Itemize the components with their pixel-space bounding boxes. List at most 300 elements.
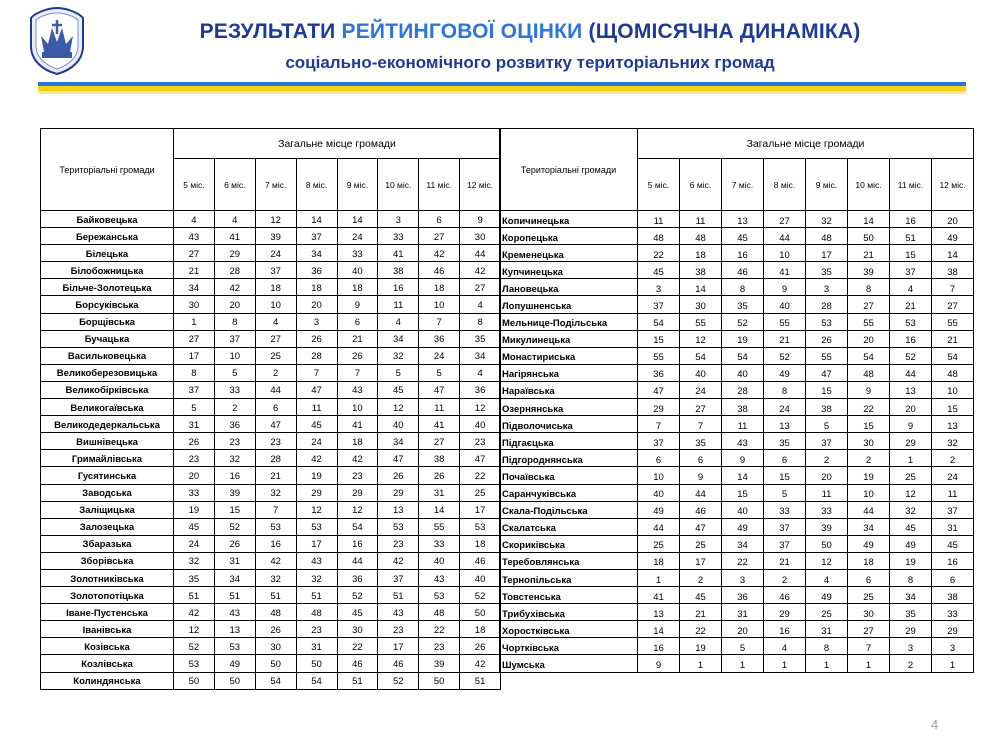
- rank-cell: 46: [460, 552, 501, 569]
- community-name: Вишнівецька: [41, 433, 174, 450]
- rank-cell: 54: [337, 518, 378, 535]
- rank-cell: 50: [174, 672, 215, 689]
- rank-cell: 32: [255, 569, 296, 586]
- rank-cell: 12: [337, 501, 378, 518]
- rank-cell: 8: [214, 313, 255, 330]
- rank-cell: 47: [296, 381, 337, 398]
- community-name: Козлівська: [41, 655, 174, 672]
- table-row: [500, 211, 974, 228]
- rank-cell: 16: [890, 330, 932, 347]
- rank-cell: 42: [174, 604, 215, 621]
- rank-cell: 41: [378, 245, 419, 262]
- rank-cell: 14: [722, 467, 764, 484]
- rank-cell: 27: [174, 330, 215, 347]
- rank-cell: 50: [255, 655, 296, 672]
- rank-cell: 38: [932, 262, 974, 279]
- rank-cell: 25: [638, 535, 680, 552]
- rank-cell: 26: [806, 330, 848, 347]
- rank-cell: 29: [890, 433, 932, 450]
- rank-cell: 54: [680, 347, 722, 364]
- rank-cell: 20: [214, 296, 255, 313]
- rank-cell: 35: [890, 604, 932, 621]
- rank-cell: 54: [255, 672, 296, 689]
- rank-cell: 4: [174, 211, 215, 228]
- rank-cell: 24: [255, 245, 296, 262]
- rank-cell: 34: [378, 433, 419, 450]
- rank-cell: 34: [174, 279, 215, 296]
- community-name: Трибухівська: [500, 604, 638, 621]
- rank-cell: 35: [174, 569, 215, 586]
- community-name: Кременецька: [500, 245, 638, 262]
- rank-cell: 2: [890, 655, 932, 672]
- rank-cell: 1: [890, 450, 932, 467]
- rank-cell: 24: [174, 535, 215, 552]
- month-header: 12 міс.: [932, 159, 974, 211]
- rank-cell: 26: [337, 347, 378, 364]
- rank-cell: 43: [214, 604, 255, 621]
- rank-cell: 18: [337, 279, 378, 296]
- month-header: 8 міс.: [296, 159, 337, 211]
- rank-cell: 37: [932, 501, 974, 518]
- rank-cell: 43: [419, 569, 460, 586]
- rank-cell: 6: [255, 399, 296, 416]
- table-row: [500, 621, 974, 638]
- rank-cell: 54: [296, 672, 337, 689]
- rank-cell: 47: [806, 364, 848, 381]
- rank-cell: 27: [764, 211, 806, 228]
- rank-cell: 47: [255, 416, 296, 433]
- community-name: Іванівська: [41, 621, 174, 638]
- rank-cell: 25: [680, 535, 722, 552]
- rank-cell: 48: [296, 604, 337, 621]
- rank-cell: 5: [214, 364, 255, 381]
- table-row: [500, 552, 974, 569]
- rank-cell: 24: [419, 347, 460, 364]
- rank-cell: 45: [378, 381, 419, 398]
- month-header: 6 міс.: [214, 159, 255, 211]
- rank-cell: 22: [848, 399, 890, 416]
- rank-cell: 24: [337, 228, 378, 245]
- rank-cell: 46: [378, 655, 419, 672]
- rank-cell: 44: [890, 364, 932, 381]
- rank-cell: 43: [722, 433, 764, 450]
- rank-cell: 27: [848, 621, 890, 638]
- table-row: [500, 381, 974, 398]
- rank-cell: 1: [932, 655, 974, 672]
- table-row: [41, 587, 501, 604]
- rank-cell: 37: [764, 518, 806, 535]
- rank-cell: 40: [722, 501, 764, 518]
- rank-cell: 13: [214, 621, 255, 638]
- rank-cell: 26: [460, 638, 501, 655]
- rank-cell: 43: [378, 604, 419, 621]
- rank-cell: 34: [214, 569, 255, 586]
- rank-cell: 7: [638, 416, 680, 433]
- rank-cell: 19: [722, 330, 764, 347]
- rank-cell: 8: [806, 638, 848, 655]
- rank-cell: 53: [806, 313, 848, 330]
- rank-cell: 39: [848, 262, 890, 279]
- rank-cell: 37: [764, 535, 806, 552]
- rank-cell: 23: [337, 467, 378, 484]
- rank-cell: 51: [378, 587, 419, 604]
- rank-cell: 55: [932, 313, 974, 330]
- rank-cell: 24: [296, 433, 337, 450]
- rank-cell: 1: [680, 655, 722, 672]
- table-row: [41, 518, 501, 535]
- rank-cell: 45: [337, 604, 378, 621]
- rank-cell: 27: [848, 296, 890, 313]
- rank-cell: 32: [174, 552, 215, 569]
- table-row: [41, 416, 501, 433]
- rank-cell: 17: [806, 245, 848, 262]
- community-name: Скориківська: [500, 535, 638, 552]
- rank-cell: 24: [680, 381, 722, 398]
- rank-cell: 2: [764, 569, 806, 586]
- table-row: [500, 296, 974, 313]
- rank-cell: 19: [680, 638, 722, 655]
- rank-cell: 40: [638, 484, 680, 501]
- rank-cell: 27: [932, 296, 974, 313]
- rank-cell: 41: [419, 416, 460, 433]
- rank-cell: 47: [680, 518, 722, 535]
- rank-cell: 11: [680, 211, 722, 228]
- rank-cell: 12: [174, 621, 215, 638]
- rank-cell: 22: [419, 621, 460, 638]
- table-row: [500, 501, 974, 518]
- table-row: [41, 552, 501, 569]
- rank-cell: 19: [890, 552, 932, 569]
- rank-cell: 1: [848, 655, 890, 672]
- table-row: [500, 484, 974, 501]
- rank-cell: 17: [460, 501, 501, 518]
- table-row: [41, 279, 501, 296]
- rank-cell: 11: [378, 296, 419, 313]
- rank-cell: 26: [255, 621, 296, 638]
- rank-cell: 44: [764, 228, 806, 245]
- table-row: [500, 347, 974, 364]
- rank-cell: 10: [764, 245, 806, 262]
- rank-cell: 33: [378, 228, 419, 245]
- rank-cell: 52: [337, 587, 378, 604]
- table-row: [500, 433, 974, 450]
- rank-cell: 42: [255, 552, 296, 569]
- rank-cell: 40: [722, 364, 764, 381]
- rank-cell: 36: [419, 330, 460, 347]
- rank-cell: 27: [255, 330, 296, 347]
- rank-cell: 46: [680, 501, 722, 518]
- rank-cell: 16: [890, 211, 932, 228]
- rank-cell: 45: [174, 518, 215, 535]
- page-number: 4: [931, 717, 939, 732]
- rank-cell: 3: [638, 279, 680, 296]
- rank-cell: 35: [722, 296, 764, 313]
- rank-cell: 51: [214, 587, 255, 604]
- rank-cell: 23: [460, 433, 501, 450]
- rank-cell: 50: [460, 604, 501, 621]
- table-row: [500, 399, 974, 416]
- rank-cell: 51: [337, 672, 378, 689]
- rank-cell: 27: [460, 279, 501, 296]
- rank-cell: 42: [214, 279, 255, 296]
- rank-cell: 29: [764, 604, 806, 621]
- rank-cell: 42: [460, 262, 501, 279]
- community-name: Білобожницька: [41, 262, 174, 279]
- rank-cell: 26: [296, 330, 337, 347]
- rank-cell: 36: [460, 381, 501, 398]
- rank-cell: 25: [806, 604, 848, 621]
- rank-cell: 19: [296, 467, 337, 484]
- table-row: [41, 296, 501, 313]
- table-row: [41, 364, 501, 381]
- rank-cell: 31: [174, 416, 215, 433]
- community-name: Більче-Золотецька: [41, 279, 174, 296]
- rank-cell: 6: [932, 569, 974, 586]
- rank-cell: 21: [764, 330, 806, 347]
- rank-cell: 8: [722, 279, 764, 296]
- page-title: РЕЗУЛЬТАТИ РЕЙТИНГОВОЇ ОЦІНКИ (ЩОМІСЯЧНА ДИНАМІКА): [199, 20, 861, 43]
- rank-cell: 45: [890, 518, 932, 535]
- rank-cell: 51: [174, 587, 215, 604]
- community-name: Зборівська: [41, 552, 174, 569]
- rank-cell: 10: [419, 296, 460, 313]
- rank-cell: 8: [174, 364, 215, 381]
- table-row: [41, 399, 501, 416]
- rank-cell: 15: [764, 467, 806, 484]
- rank-cell: 50: [296, 655, 337, 672]
- rank-cell: 22: [638, 245, 680, 262]
- rank-cell: 44: [848, 501, 890, 518]
- community-name: Бучацька: [41, 330, 174, 347]
- table-row: [41, 381, 501, 398]
- rank-cell: 33: [419, 535, 460, 552]
- community-name: Колиндянська: [41, 672, 174, 689]
- table-row: [41, 245, 501, 262]
- rank-cell: 36: [337, 569, 378, 586]
- rank-cell: 15: [638, 330, 680, 347]
- community-name: Васильковецька: [41, 347, 174, 364]
- rank-cell: 15: [214, 501, 255, 518]
- rank-cell: 38: [806, 399, 848, 416]
- rank-cell: 12: [806, 552, 848, 569]
- rank-cell: 46: [337, 655, 378, 672]
- rank-cell: 5: [722, 638, 764, 655]
- rank-cell: 29: [214, 245, 255, 262]
- rank-cell: 8: [764, 381, 806, 398]
- rank-cell: 40: [419, 552, 460, 569]
- rank-cell: 14: [848, 211, 890, 228]
- rank-cell: 25: [255, 347, 296, 364]
- rank-cell: 4: [255, 313, 296, 330]
- rank-cell: 30: [255, 638, 296, 655]
- rank-cell: 37: [378, 569, 419, 586]
- community-name: Заводська: [41, 484, 174, 501]
- rank-cell: 23: [255, 433, 296, 450]
- rank-cell: 41: [638, 587, 680, 604]
- rank-cell: 48: [638, 228, 680, 245]
- rank-cell: 11: [419, 399, 460, 416]
- rank-cell: 52: [214, 518, 255, 535]
- header-stripe-light: [38, 91, 966, 94]
- rank-cell: 32: [255, 484, 296, 501]
- community-name: Борщівська: [41, 313, 174, 330]
- community-name: Копичинецька: [500, 211, 638, 228]
- community-name: Великодедеркальська: [41, 416, 174, 433]
- rank-cell: 49: [806, 587, 848, 604]
- rank-cell: 29: [378, 484, 419, 501]
- community-name: Лановецька: [500, 279, 638, 296]
- rank-cell: 36: [296, 262, 337, 279]
- rank-cell: 43: [174, 228, 215, 245]
- rank-cell: 25: [890, 467, 932, 484]
- rank-cell: 49: [722, 518, 764, 535]
- rank-cell: 28: [255, 450, 296, 467]
- table-row: [500, 364, 974, 381]
- rank-cell: 40: [378, 416, 419, 433]
- rank-cell: 23: [214, 433, 255, 450]
- rank-cell: 1: [722, 655, 764, 672]
- rank-cell: 10: [848, 484, 890, 501]
- rank-cell: 21: [680, 604, 722, 621]
- rank-cell: 11: [296, 399, 337, 416]
- rank-cell: 2: [848, 450, 890, 467]
- rank-cell: 12: [890, 484, 932, 501]
- rank-cell: 31: [806, 621, 848, 638]
- rank-cell: 16: [722, 245, 764, 262]
- rank-cell: 26: [419, 467, 460, 484]
- rank-cell: 29: [337, 484, 378, 501]
- table-row: [41, 655, 501, 672]
- rank-cell: 13: [890, 381, 932, 398]
- rank-cell: 28: [296, 347, 337, 364]
- rank-cell: 13: [932, 416, 974, 433]
- table-row: [41, 433, 501, 450]
- rank-cell: 50: [214, 672, 255, 689]
- community-name: Шумська: [500, 655, 638, 672]
- rank-cell: 55: [806, 347, 848, 364]
- rank-cell: 21: [764, 552, 806, 569]
- rank-cell: 49: [932, 228, 974, 245]
- rank-cell: 33: [806, 501, 848, 518]
- rank-cell: 35: [680, 433, 722, 450]
- rank-cell: 54: [932, 347, 974, 364]
- rank-cell: 16: [214, 467, 255, 484]
- rank-cell: 37: [214, 330, 255, 347]
- rank-cell: 9: [337, 296, 378, 313]
- rank-cell: 4: [806, 569, 848, 586]
- rank-cell: 30: [174, 296, 215, 313]
- month-header: 11 міс.: [419, 159, 460, 211]
- rank-cell: 27: [419, 433, 460, 450]
- rank-cell: 47: [638, 381, 680, 398]
- rank-cell: 7: [337, 364, 378, 381]
- ranking-table-right: [499, 128, 974, 673]
- rank-cell: 34: [848, 518, 890, 535]
- rank-cell: 41: [764, 262, 806, 279]
- rank-cell: 32: [806, 211, 848, 228]
- rank-cell: 38: [680, 262, 722, 279]
- community-name: Підгороднянська: [500, 450, 638, 467]
- month-header: 6 міс.: [680, 159, 722, 211]
- rank-cell: 15: [722, 484, 764, 501]
- community-name: Байковецька: [41, 211, 174, 228]
- rank-cell: 32: [214, 450, 255, 467]
- rank-cell: 48: [932, 364, 974, 381]
- rank-cell: 23: [419, 638, 460, 655]
- rank-cell: 11: [932, 484, 974, 501]
- rank-cell: 9: [848, 381, 890, 398]
- rank-cell: 55: [419, 518, 460, 535]
- community-name: Підгаєцька: [500, 433, 638, 450]
- community-name: Залозецька: [41, 518, 174, 535]
- rank-cell: 45: [638, 262, 680, 279]
- rank-cell: 23: [174, 450, 215, 467]
- rank-cell: 49: [638, 501, 680, 518]
- rank-cell: 20: [890, 399, 932, 416]
- rank-cell: 42: [460, 655, 501, 672]
- rank-cell: 34: [722, 535, 764, 552]
- rank-cell: 11: [806, 484, 848, 501]
- rank-cell: 53: [174, 655, 215, 672]
- rank-cell: 26: [174, 433, 215, 450]
- table-row: [41, 621, 501, 638]
- rank-cell: 39: [255, 228, 296, 245]
- rank-cell: 42: [296, 450, 337, 467]
- rank-cell: 16: [932, 552, 974, 569]
- rank-cell: 7: [680, 416, 722, 433]
- rank-cell: 2: [932, 450, 974, 467]
- rank-cell: 53: [460, 518, 501, 535]
- rank-cell: 18: [460, 535, 501, 552]
- rank-cell: 53: [378, 518, 419, 535]
- table-row: [41, 672, 501, 689]
- rank-cell: 33: [214, 381, 255, 398]
- community-name: Микулинецька: [500, 330, 638, 347]
- rank-cell: 37: [296, 228, 337, 245]
- rank-cell: 25: [848, 587, 890, 604]
- rank-cell: 6: [764, 450, 806, 467]
- rank-cell: 4: [890, 279, 932, 296]
- rank-cell: 4: [764, 638, 806, 655]
- rank-cell: 12: [255, 211, 296, 228]
- rank-cell: 17: [680, 552, 722, 569]
- column-group-header-rank: Загальне місце громади: [174, 129, 501, 159]
- rank-cell: 1: [806, 655, 848, 672]
- rank-cell: 29: [932, 621, 974, 638]
- month-header: 9 міс.: [806, 159, 848, 211]
- rank-cell: 46: [764, 587, 806, 604]
- rank-cell: 45: [296, 416, 337, 433]
- rank-cell: 6: [337, 313, 378, 330]
- community-name: Коропецька: [500, 228, 638, 245]
- rank-cell: 15: [932, 399, 974, 416]
- table-row: [500, 279, 974, 296]
- rank-cell: 23: [296, 621, 337, 638]
- rank-cell: 16: [255, 535, 296, 552]
- rank-cell: 1: [174, 313, 215, 330]
- rank-cell: 55: [638, 347, 680, 364]
- rank-cell: 20: [932, 211, 974, 228]
- rank-cell: 15: [806, 381, 848, 398]
- month-header: 10 міс.: [848, 159, 890, 211]
- rank-cell: 52: [378, 672, 419, 689]
- rank-cell: 52: [722, 313, 764, 330]
- community-name: Борсуківська: [41, 296, 174, 313]
- community-name: Купчинецька: [500, 262, 638, 279]
- table-row: [41, 347, 501, 364]
- rank-cell: 42: [337, 450, 378, 467]
- rank-cell: 18: [460, 621, 501, 638]
